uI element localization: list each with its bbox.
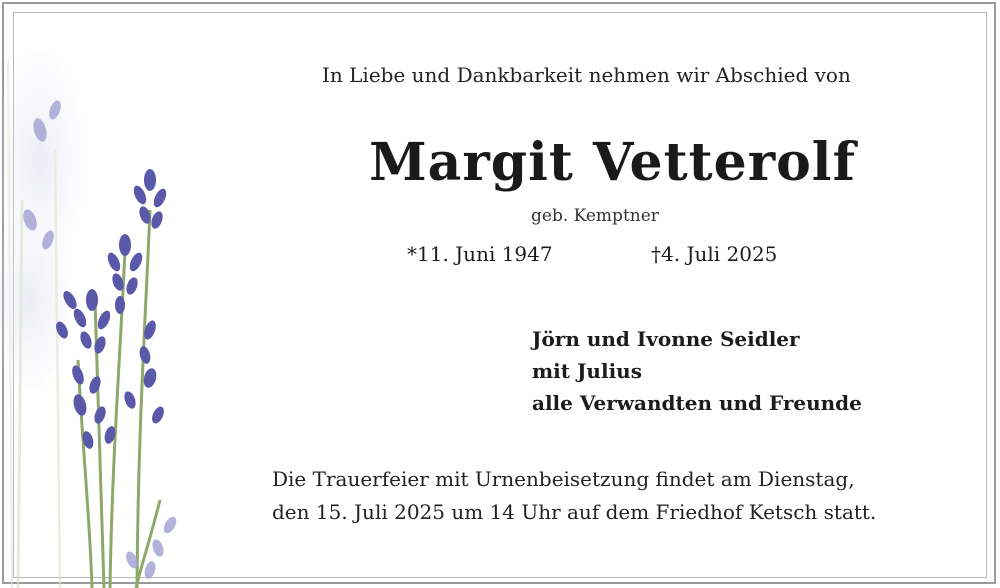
- birth-date: *11. Juni 1947: [407, 242, 553, 266]
- mourner-line: mit Julius: [532, 359, 642, 383]
- maiden-name: geb. Kemptner: [531, 206, 659, 226]
- lavender-illustration: [0, 0, 200, 588]
- deceased-name: Margit Vetterolf: [369, 132, 856, 193]
- mourner-line: alle Verwandten und Freunde: [532, 391, 862, 415]
- intro-line: In Liebe und Dankbarkeit nehmen wir Abschied von: [322, 63, 851, 87]
- funeral-info-line: den 15. Juli 2025 um 14 Uhr auf dem Friedhof Ketsch statt.: [272, 500, 877, 524]
- death-date: †4. Juli 2025: [651, 242, 778, 266]
- mourner-line: Jörn und Ivonne Seidler: [532, 327, 800, 351]
- funeral-info-line: Die Trauerfeier mit Urnenbeisetzung findet am Dienstag,: [272, 467, 855, 491]
